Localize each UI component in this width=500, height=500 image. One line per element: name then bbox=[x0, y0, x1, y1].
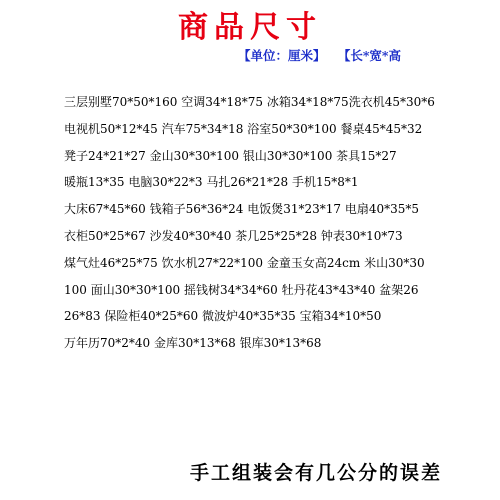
size-line: 电视机50*12*45 汽车75*34*18 浴室50*30*100 餐桌45*45*32 bbox=[64, 121, 423, 136]
size-line: 暖瓶13*35 电脑30*22*3 马扎26*21*28 手机15*8*1 bbox=[64, 175, 359, 190]
size-line: 大床67*45*60 钱箱子56*36*24 电饭煲31*23*17 电扇40*35*5 bbox=[64, 202, 420, 217]
page-title: 商品尺寸 bbox=[178, 10, 322, 45]
size-line: 100 面山30*30*100 摇钱树34*34*60 牡丹花43*43*40 盆架26 bbox=[64, 282, 419, 297]
assembly-note: 手工组装会有几公分的误差 bbox=[190, 462, 443, 484]
size-line: 衣柜50*25*67 沙发40*30*40 茶几25*25*28 钟表30*10*73 bbox=[64, 228, 403, 243]
size-line: 煤气灶46*25*75 饮水机27*22*100 金童玉女高24cm 米山30*30 bbox=[64, 255, 425, 270]
size-line: 三层别墅70*50*160 空调34*18*75 冰箱34*18*75洗衣机45*30*6 bbox=[64, 95, 435, 109]
size-line: 万年历70*2*40 金库30*13*68 银库30*13*68 bbox=[64, 336, 322, 351]
dimensions-label: 【长*宽*高 bbox=[337, 48, 401, 63]
units-note bbox=[238, 46, 409, 64]
size-line: 26*83 保险柜40*25*60 微波炉40*35*35 宝箱34*10*50 bbox=[64, 309, 382, 324]
unit-label: 【单位：厘米】 bbox=[238, 48, 326, 63]
size-line: 凳子24*21*27 金山30*30*100 银山30*30*100 茶具15*27 bbox=[64, 148, 397, 163]
size-list bbox=[64, 92, 500, 360]
